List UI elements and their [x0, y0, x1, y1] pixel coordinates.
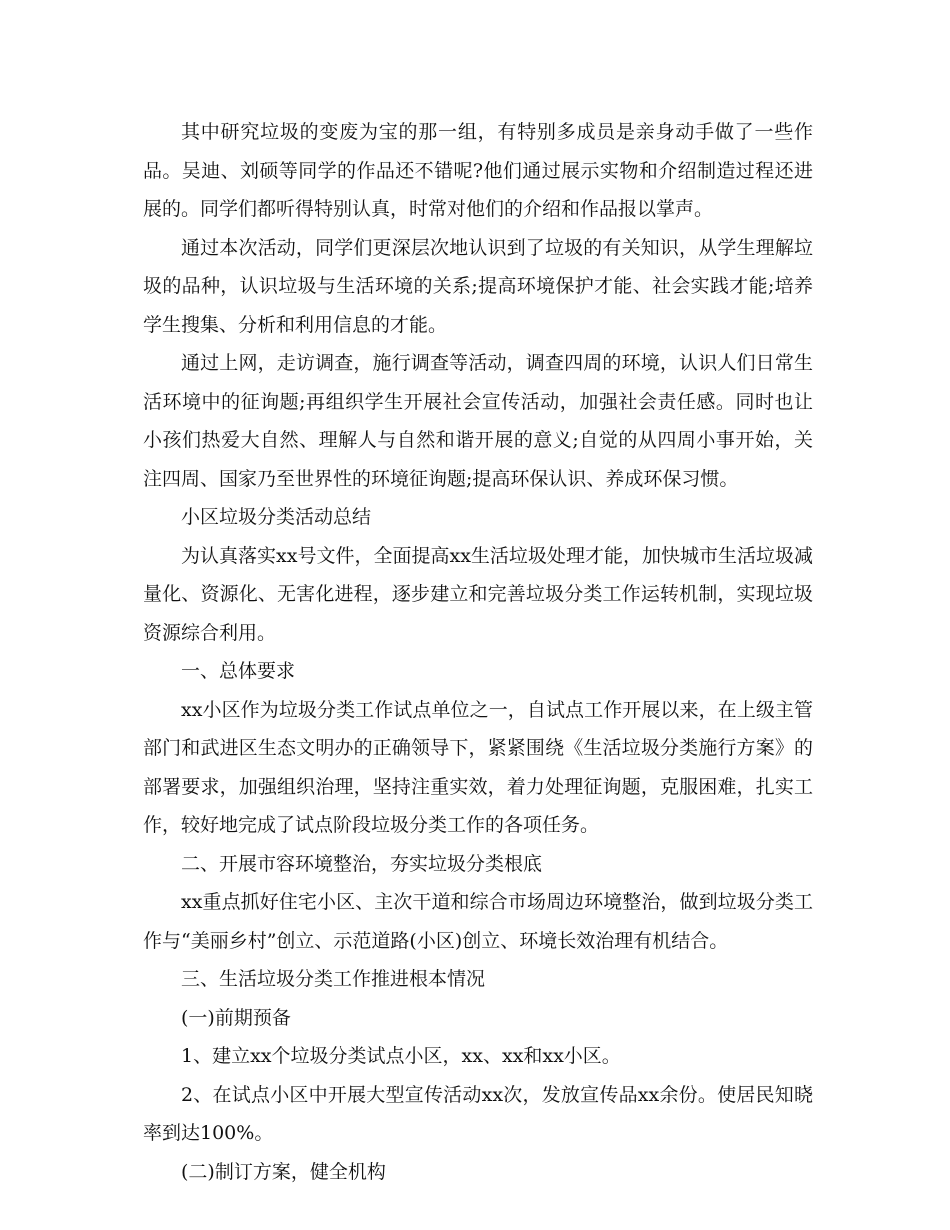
heading-2: 二、开展市容环境整治，夯实垃圾分类根底 [181, 852, 543, 875]
heading-1: 一、总体要求 [181, 660, 296, 682]
heading-3: 三、生活垃圾分类工作推进根本情况 [181, 968, 486, 990]
paragraph-3: 通过上网，走访调查，施行调查等活动，调查四周的环境，认识人们日常生活环境中的征询题;再组织学生开展社会宣传活动，加强社会责任感。同时也让小孩们热爱大自然、理解人与自然和谐开展的意义;自觉的从四周小事开始，关注四周、国家乃至世界性的环境征询题;提高环保认识、养成环保习惯。 [143, 352, 813, 490]
section-title: 小区垃圾分类活动总结 [181, 506, 372, 528]
document-body [143, 113, 813, 1191]
paragraph-5: xx小区作为垃圾分类工作试点单位之一，自试点工作开展以来，在上级主管部门和武进区生态文明办的正确领导下，紧紧围绕《生活垃圾分类施行方案》的部署要求，加强组织治理，坚持注重实效，着力处理征询题，克服困难，扎实工作，较好地完成了试点阶段垃圾分类工作的各项任务。 [143, 698, 813, 836]
paragraph-4: 为认真落实xx号文件，全面提高xx生活垃圾处理才能，加快城市生活垃圾减量化、资源化、无害化进程，逐步建立和完善垃圾分类工作运转机制，实现垃圾资源综合利用。 [143, 544, 813, 644]
list-item-2: 2、在试点小区中开展大型宣传活动xx次，发放宣传品xx余份。使居民知晓率到达100%。 [143, 1083, 813, 1144]
subheading-2: (二)制订方案，健全机构 [181, 1160, 386, 1183]
list-item-1: 1、建立xx个垃圾分类试点小区，xx、xx和xx小区。 [181, 1045, 621, 1067]
paragraph-2: 通过本次活动，同学们更深层次地认识到了垃圾的有关知识，从学生理解垃圾的品种，认识垃圾与生活环境的关系;提高环境保护才能、社会实践才能;培养学生搜集、分析和利用信息的才能。 [143, 236, 813, 336]
paragraph-6: xx重点抓好住宅小区、主次干道和综合市场周边环境整治，做到垃圾分类工作与“美丽乡村”创立、示范道路(小区)创立、环境长效治理有机结合。 [143, 891, 813, 952]
subheading-1: (一)前期预备 [181, 1006, 291, 1029]
paragraph-1: 其中研究垃圾的变废为宝的那一组，有特别多成员是亲身动手做了一些作品。吴迪、刘硕等同学的作品还不错呢?他们通过展示实物和介绍制造过程还进展的。同学们都听得特别认真，时常对他们的介绍和作品报以掌声。 [143, 121, 813, 220]
